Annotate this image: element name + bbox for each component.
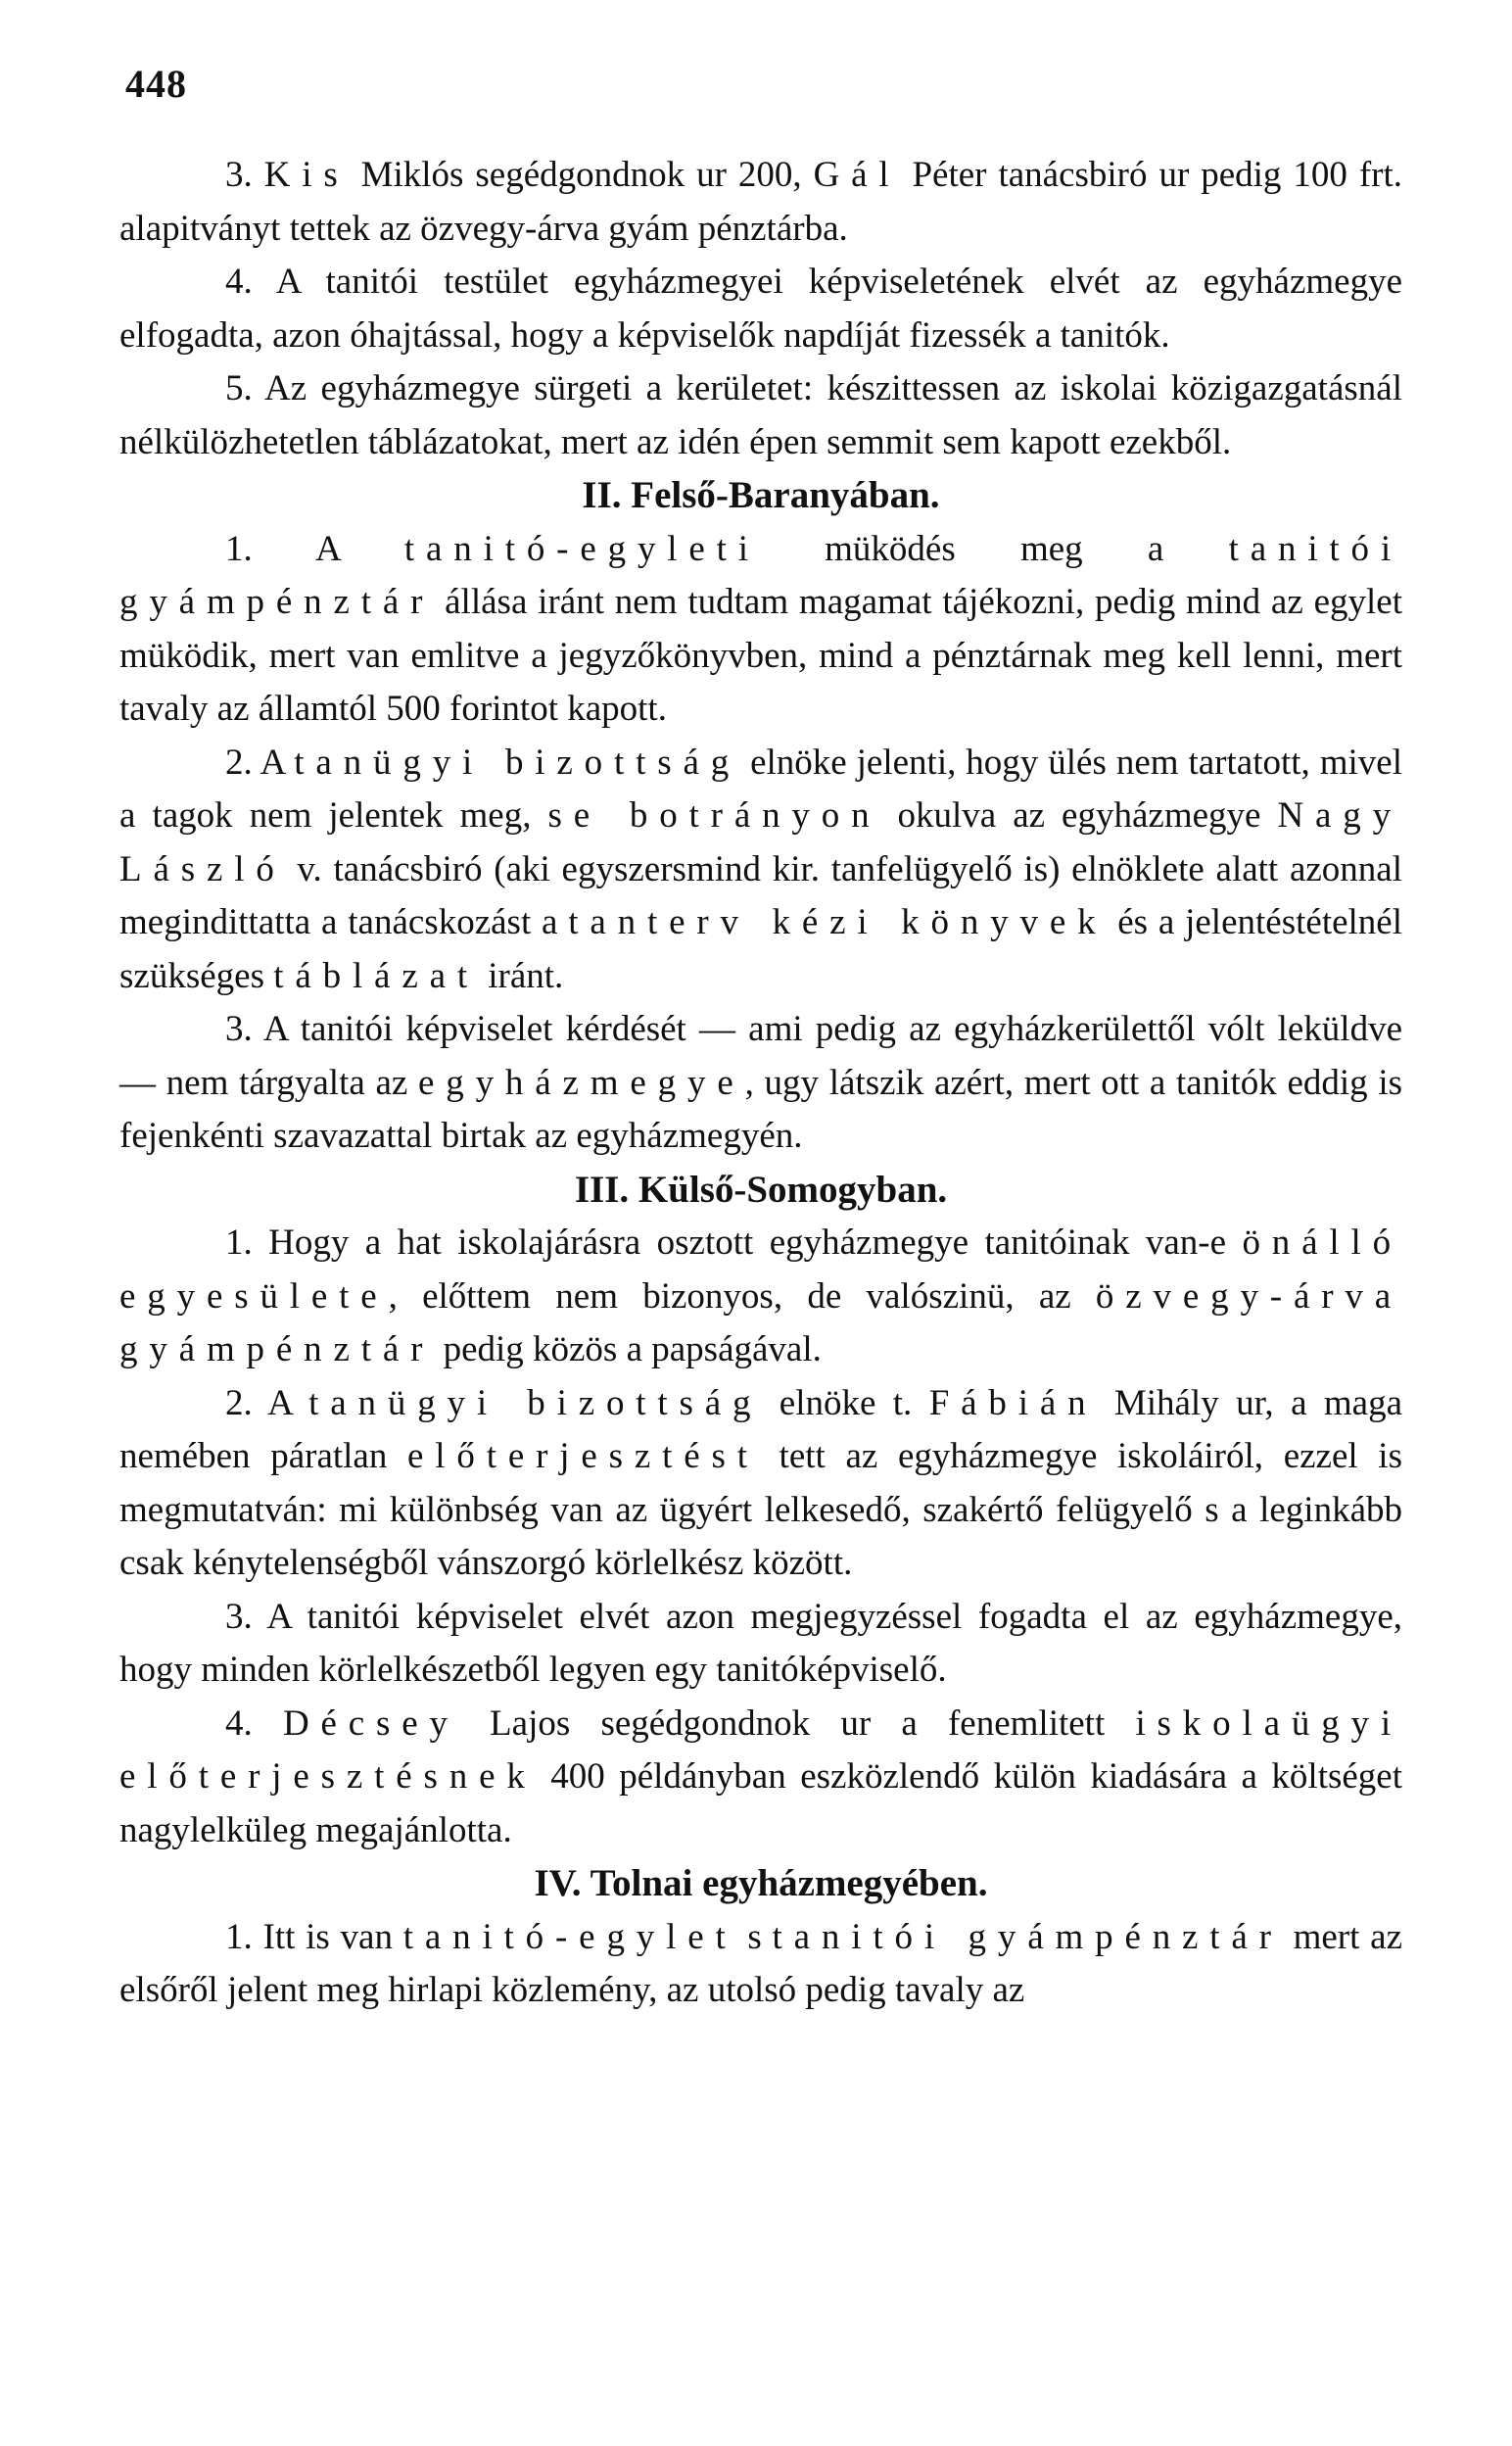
paragraph [119, 1003, 1402, 1164]
spaced-emphasis: tanügyi bizottság [308, 1382, 763, 1423]
paragraph [119, 256, 1402, 362]
spaced-emphasis: táblázat [273, 955, 479, 996]
paragraph [119, 362, 1402, 469]
spaced-emphasis: előterjesztést [407, 1436, 759, 1476]
paragraph [119, 149, 1402, 256]
text-run: pedig közös a papságával. [434, 1329, 822, 1369]
text-run: és a jelentéstételnél szükséges [119, 902, 1402, 996]
spaced-emphasis: tanterv kézi könyvek [568, 902, 1108, 942]
text-run: s [736, 1916, 773, 1957]
text-run: Miklós segédgondnok ur 200, [349, 155, 814, 195]
spaced-emphasis: Gál [813, 155, 901, 195]
spaced-emphasis: Fábián [928, 1382, 1098, 1423]
paragraph [119, 1217, 1402, 1377]
paragraph [119, 1698, 1402, 1858]
text-run: 4. A tanitói testület egyházmegyei képviseletének elvét az egyházmegye elfogadta, azon óhajtással, hogy a képviselők napdíját fizessék a tanitók. [119, 262, 1402, 356]
section-heading [119, 1857, 1402, 1911]
paragraph [119, 523, 1402, 737]
text-run: Mihály ur, a maga nemében páratlan [119, 1382, 1402, 1476]
text-run: Péter tanácsbiró ur pedig 100 frt. alapitványt tettek az özvegy-árva gyám pénztárba. [119, 155, 1402, 249]
text-run: állása iránt nem tudtam magamat tájékozni, pedig mind az egylet müködik, mert van emlitve a jegyzőkönyvben, mind a pénztárnak meg kell lenni, mert tavaly az államtól 500 forintot kapott. [119, 582, 1402, 729]
text-run: 3. A tanitói képviselet kérdését — ami pedig az egyházkerülettől vólt leküldve — nem tárgyalta az [119, 1009, 1402, 1103]
spaced-emphasis: tanitói gyámpénztár [119, 528, 1403, 622]
text-run: tett az egyházmegye iskoláiról, ezzel is megmutatván: mi különbség van az ügyért lelkesedő, szakértő felügyelő s a leginkább csak kénytelenségből vánszorgó körlelkész között. [119, 1436, 1402, 1583]
spaced-emphasis: özvegy-árva gyámpénztár [119, 1275, 1402, 1369]
text-run: mert az elsőről jelent meg hirlapi közlemény, az utolsó pedig tavaly az [119, 1916, 1402, 2010]
text-run: elnöke t. [762, 1382, 929, 1423]
spaced-emphasis: iskolaügyi előterjesztésnek [119, 1703, 1402, 1797]
text-run: müködés meg a [759, 528, 1229, 569]
text-run: II. Felső-Baranyában. [582, 474, 940, 516]
spaced-emphasis: tanitó-egylet [402, 1916, 737, 1957]
text-run: 1. Itt is van [225, 1916, 403, 1957]
text-run: 2. A [225, 1382, 309, 1423]
page-body [119, 149, 1402, 2018]
text-run: , ugy látszik azért, mert ott a tanitók eddig is fejenkénti szavazattal birtak az egyházmegyén. [119, 1062, 1402, 1156]
text-run: III. Külső-Somogyban. [574, 1168, 948, 1211]
text-run: okulva az egyházmegye [880, 795, 1278, 836]
spaced-emphasis: tanügyi bizottság [294, 742, 741, 783]
paragraph [119, 1591, 1402, 1698]
text-run: iránt. [478, 955, 564, 996]
text-run: 400 példányban eszközlendő külön kiadására a költséget nagylelküleg megajánlotta. [119, 1756, 1402, 1850]
text-run: elnöke jelenti, hogy ülés nem tartatott, mivel a tagok nem jelentek meg, [119, 742, 1402, 836]
text-run: , előttem nem bizonyos, de valószinü, az [388, 1275, 1096, 1317]
spaced-emphasis: tanitói gyámpénztár [772, 1916, 1283, 1957]
spaced-emphasis: se botrányon [547, 795, 881, 836]
spaced-emphasis: Décsey [282, 1703, 459, 1744]
spaced-emphasis: Nagy László [119, 795, 1402, 889]
text-run: 2. A [225, 742, 295, 783]
section-heading [119, 469, 1402, 523]
spaced-emphasis: Kis [263, 155, 350, 195]
paragraph [119, 1911, 1402, 2018]
text-run: 1. A [225, 528, 404, 569]
text-run: 5. Az egyházmegye sürgeti a kerületet: készittessen az iskolai közigazgatásnál nélkülözhetetlen táblázatokat, mert az idén épen semmit sem kapott ezekből. [119, 368, 1402, 462]
text-run: Lajos segédgondnok ur a fenemlitett [458, 1703, 1136, 1744]
spaced-emphasis: egyházmegye [417, 1062, 745, 1103]
section-heading [119, 1164, 1402, 1218]
text-run: 3. A tanitói képviselet elvét azon megjegyzéssel fogadta el az egyházmegye, hogy minden körlelkészetből legyen egy tanitóképviselő. [119, 1596, 1402, 1690]
text-run: IV. Tolnai egyházmegyében. [534, 1862, 988, 1904]
text-run: 3. [225, 155, 264, 195]
paragraph [119, 1377, 1402, 1591]
paragraph [119, 737, 1402, 1004]
text-run: v. tanácsbiró (aki egyszersmind kir. tanfelügyelő is) elnöklete alatt azonnal megindittatta a tanácskozást a [119, 848, 1402, 942]
text-run: 4. [225, 1703, 283, 1744]
spaced-emphasis: önálló egyesülete [119, 1223, 1402, 1317]
text-run: 1. Hogy a hat iskolajárásra osztott egyházmegye tanitóinak van-e [225, 1223, 1243, 1263]
spaced-emphasis: tanitó-egyleti [403, 528, 760, 569]
page-number: 448 [125, 62, 187, 106]
